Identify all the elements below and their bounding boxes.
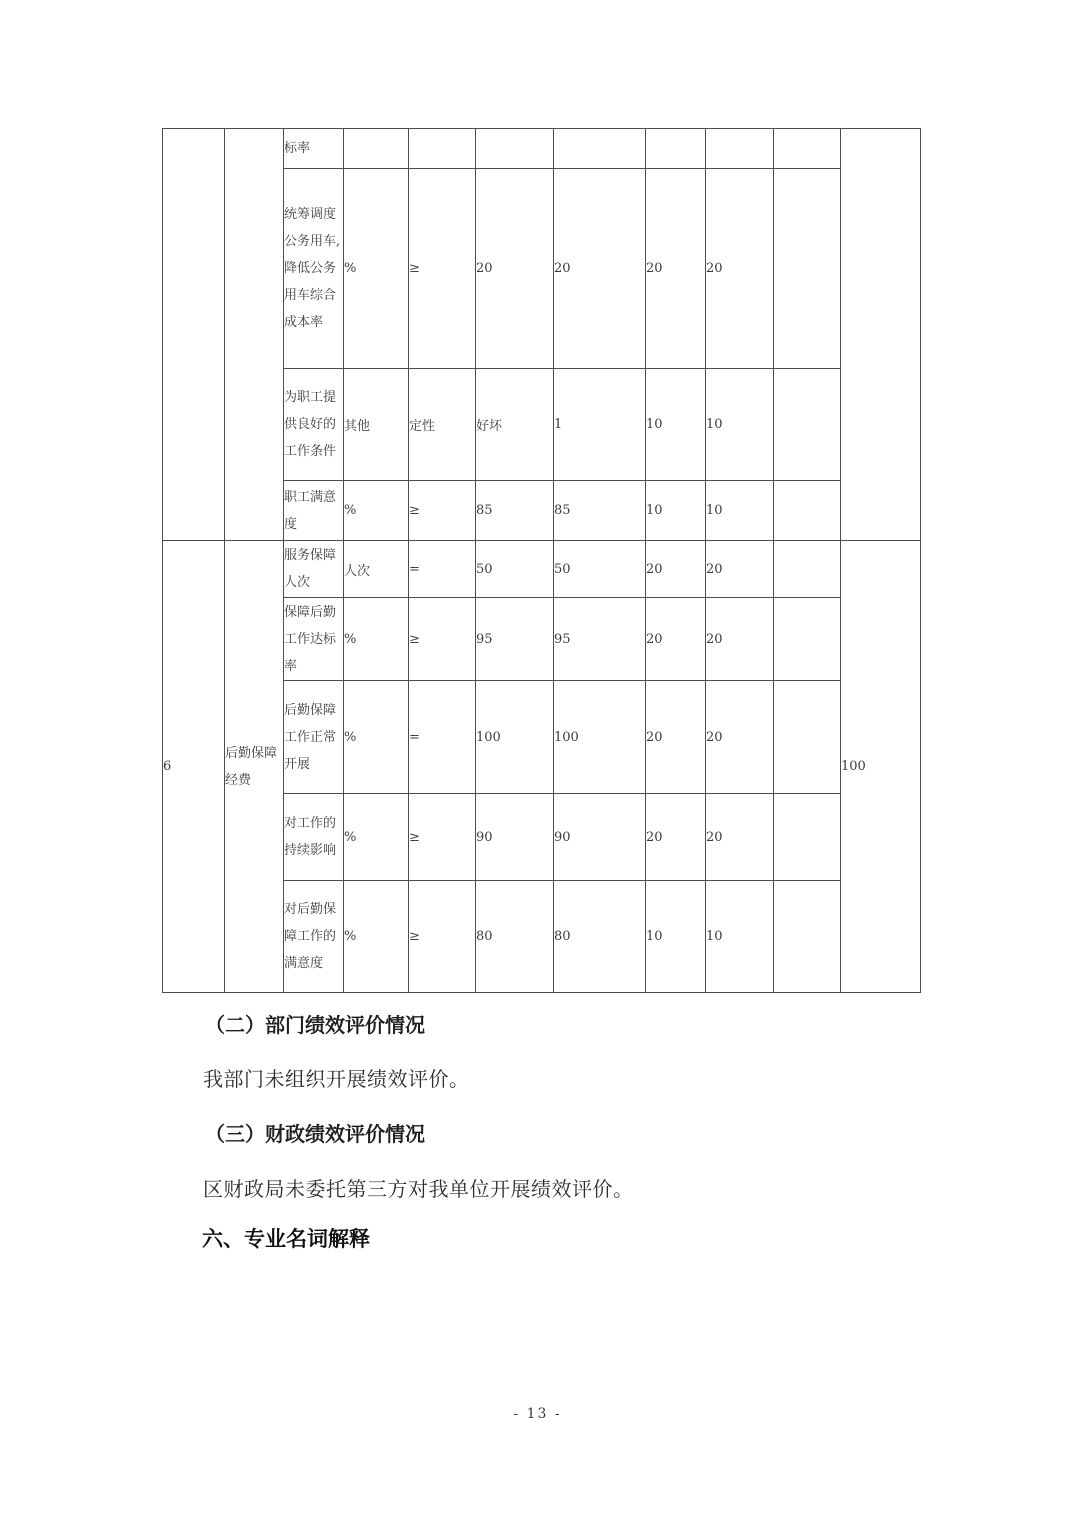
unit-cell xyxy=(344,129,409,169)
target-cell: 95 xyxy=(476,598,554,681)
unit-cell: % xyxy=(344,481,409,541)
score-cell xyxy=(706,129,774,169)
spare-cell xyxy=(774,481,841,541)
weight-cell: 20 xyxy=(646,794,706,881)
table-row xyxy=(163,129,921,169)
unit-cell: 其他 xyxy=(344,369,409,481)
actual-cell: 85 xyxy=(554,481,646,541)
spare-cell xyxy=(774,129,841,169)
actual-cell: 1 xyxy=(554,369,646,481)
weight-cell: 10 xyxy=(646,369,706,481)
target-cell: 50 xyxy=(476,541,554,598)
direction-cell: ≥ xyxy=(409,481,476,541)
weight-cell: 10 xyxy=(646,881,706,993)
unit-cell: % xyxy=(344,681,409,794)
target-cell: 好坏 xyxy=(476,369,554,481)
direction-cell: 定性 xyxy=(409,369,476,481)
indicator-cell: 后勤保障工作正常开展 xyxy=(284,681,344,794)
weight-cell: 20 xyxy=(646,681,706,794)
unit-cell: % xyxy=(344,794,409,881)
weight-cell: 10 xyxy=(646,481,706,541)
indicator-cell: 服务保障人次 xyxy=(284,541,344,598)
weight-cell: 20 xyxy=(646,541,706,598)
score-cell: 20 xyxy=(706,541,774,598)
performance-indicator-table xyxy=(162,128,921,993)
actual-cell: 80 xyxy=(554,881,646,993)
project-cell xyxy=(225,129,284,541)
actual-cell: 50 xyxy=(554,541,646,598)
unit-cell: % xyxy=(344,598,409,681)
target-cell xyxy=(476,129,554,169)
direction-cell: = xyxy=(409,681,476,794)
weight-cell: 20 xyxy=(646,598,706,681)
score-cell: 10 xyxy=(706,881,774,993)
weight-cell: 20 xyxy=(646,169,706,369)
score-cell: 10 xyxy=(706,369,774,481)
paragraph-2: 我部门未组织开展绩效评价。 xyxy=(203,1067,470,1091)
unit-cell: 人次 xyxy=(344,541,409,598)
indicator-cell: 职工满意度 xyxy=(284,481,344,541)
indicator-cell: 统筹调度公务用车,降低公务用车综合成本率 xyxy=(284,169,344,369)
total-score-cell xyxy=(841,129,921,541)
spare-cell xyxy=(774,598,841,681)
indicator-cell: 保障后勤工作达标率 xyxy=(284,598,344,681)
spare-cell xyxy=(774,169,841,369)
unit-cell: % xyxy=(344,881,409,993)
actual-cell: 90 xyxy=(554,794,646,881)
direction-cell: ≥ xyxy=(409,598,476,681)
serial-cell xyxy=(163,129,225,541)
actual-cell: 95 xyxy=(554,598,646,681)
target-cell: 90 xyxy=(476,794,554,881)
indicator-cell: 对后勤保障工作的满意度 xyxy=(284,881,344,993)
score-cell: 20 xyxy=(706,794,774,881)
total-score-cell: 100 xyxy=(841,541,921,993)
actual-cell: 100 xyxy=(554,681,646,794)
indicator-cell: 对工作的持续影响 xyxy=(284,794,344,881)
indicator-cell: 为职工提供良好的工作条件 xyxy=(284,369,344,481)
score-cell: 20 xyxy=(706,598,774,681)
unit-cell: % xyxy=(344,169,409,369)
target-cell: 100 xyxy=(476,681,554,794)
project-cell: 后勤保障经费 xyxy=(225,541,284,993)
score-cell: 10 xyxy=(706,481,774,541)
actual-cell xyxy=(554,129,646,169)
paragraph-3: 区财政局未委托第三方对我单位开展绩效评价。 xyxy=(203,1177,634,1201)
section-heading-6: 六、专业名词解释 xyxy=(202,1227,370,1251)
indicator-cell: 标率 xyxy=(284,129,344,169)
table-row xyxy=(163,541,921,598)
target-cell: 85 xyxy=(476,481,554,541)
actual-cell: 20 xyxy=(554,169,646,369)
direction-cell: ≥ xyxy=(409,794,476,881)
spare-cell xyxy=(774,541,841,598)
section-heading-3: （三）财政绩效评价情况 xyxy=(205,1122,425,1146)
direction-cell xyxy=(409,129,476,169)
spare-cell xyxy=(774,881,841,993)
serial-cell: 6 xyxy=(163,541,225,993)
direction-cell: ≥ xyxy=(409,169,476,369)
direction-cell: = xyxy=(409,541,476,598)
score-cell: 20 xyxy=(706,169,774,369)
target-cell: 20 xyxy=(476,169,554,369)
spare-cell xyxy=(774,369,841,481)
page-number: - 13 - xyxy=(513,1406,562,1422)
score-cell: 20 xyxy=(706,681,774,794)
section-heading-2: （二）部门绩效评价情况 xyxy=(205,1013,425,1037)
spare-cell xyxy=(774,681,841,794)
target-cell: 80 xyxy=(476,881,554,993)
spare-cell xyxy=(774,794,841,881)
weight-cell xyxy=(646,129,706,169)
direction-cell: ≥ xyxy=(409,881,476,993)
